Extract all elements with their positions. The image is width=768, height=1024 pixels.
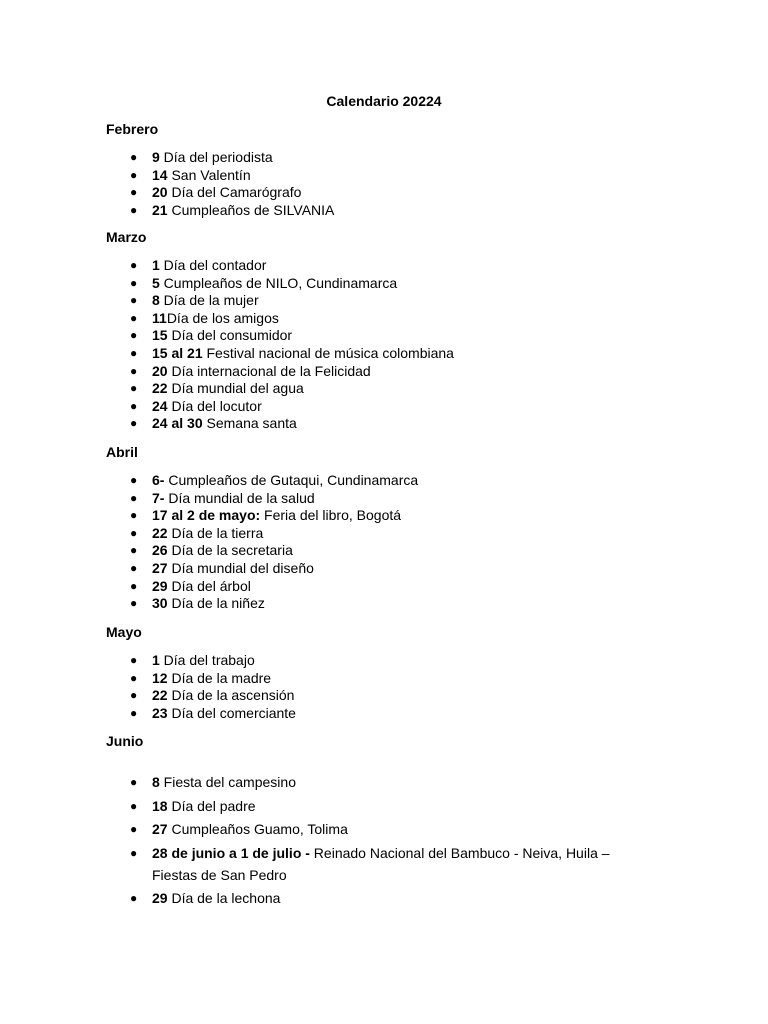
list-item bbox=[106, 705, 706, 723]
list-item bbox=[106, 167, 706, 185]
event-text: Día del contador bbox=[159, 257, 267, 273]
list-item bbox=[106, 275, 706, 293]
list-item bbox=[106, 842, 706, 886]
document-title: Calendario 20224 bbox=[326, 93, 442, 109]
bullet-icon: ● bbox=[130, 891, 138, 905]
event-day: 24 al 30 bbox=[152, 415, 203, 432]
list-item bbox=[106, 472, 706, 490]
bullet-icon: ● bbox=[130, 363, 138, 378]
bullet-icon: ● bbox=[130, 596, 138, 611]
list-item bbox=[106, 415, 706, 433]
event-text: Día del locutor bbox=[167, 397, 262, 414]
event-day: 8 bbox=[152, 292, 160, 309]
list-item bbox=[106, 652, 706, 670]
list-item bbox=[106, 292, 706, 310]
event-day: 28 de junio a 1 de julio - bbox=[152, 844, 310, 861]
event-text: Cumpleaños de NILO, Cundinamarca bbox=[159, 274, 398, 291]
event-day: 18 bbox=[152, 797, 168, 814]
event-text: Día mundial de la salud bbox=[164, 489, 315, 506]
event-day: 29 bbox=[152, 890, 168, 906]
month-heading: Febrero bbox=[106, 121, 159, 137]
list-item bbox=[106, 398, 706, 416]
event-day: 29 bbox=[152, 577, 168, 594]
bullet-icon: ● bbox=[130, 578, 138, 593]
event-day: 7- bbox=[152, 489, 165, 506]
month-heading: Mayo bbox=[106, 624, 142, 640]
event-list bbox=[106, 771, 706, 909]
list-item bbox=[106, 525, 706, 543]
list-item bbox=[106, 184, 706, 202]
event-text: Festival nacional de música colombiana bbox=[202, 344, 454, 361]
bullet-icon: ● bbox=[130, 150, 138, 164]
list-item bbox=[106, 687, 706, 705]
list-item bbox=[106, 560, 706, 578]
event-day: 17 al 2 de mayo: bbox=[152, 507, 261, 524]
list-item bbox=[106, 310, 706, 328]
bullet-icon: ● bbox=[130, 525, 138, 540]
month-heading: Marzo bbox=[106, 229, 147, 245]
bullet-icon: ● bbox=[130, 328, 138, 343]
event-text: Día de la lechona bbox=[167, 890, 281, 906]
event-day: 1 bbox=[152, 257, 160, 273]
list-item bbox=[106, 490, 706, 508]
event-day: 1 bbox=[152, 652, 160, 668]
section-marzo bbox=[106, 228, 706, 433]
list-item bbox=[106, 507, 706, 525]
event-day: 30 bbox=[152, 595, 168, 612]
event-day: 20 bbox=[152, 184, 168, 201]
event-text: Día mundial del diseño bbox=[167, 559, 314, 576]
bullet-icon: ● bbox=[130, 473, 138, 487]
list-item bbox=[106, 670, 706, 688]
bullet-icon: ● bbox=[130, 822, 138, 836]
list-item bbox=[106, 257, 706, 275]
event-day: 22 bbox=[152, 380, 168, 397]
event-text: Cumpleaños de Gutaqui, Cundinamarca bbox=[164, 472, 419, 488]
month-heading: Junio bbox=[106, 733, 144, 749]
bullet-icon: ● bbox=[130, 490, 138, 505]
list-item bbox=[106, 771, 706, 793]
event-text: Día de la ascensión bbox=[167, 687, 295, 704]
bullet-icon: ● bbox=[130, 310, 138, 325]
event-text: Día de los amigos bbox=[166, 309, 279, 326]
event-text: Reinado Nacional del Bambuco - Neiva, Huila – Fiestas de San Pedro bbox=[152, 844, 610, 883]
event-day: 15 al 21 bbox=[152, 344, 203, 361]
list-item bbox=[106, 380, 706, 398]
month-heading: Abril bbox=[106, 444, 138, 460]
event-day: 15 bbox=[152, 327, 168, 344]
event-text: Día de la tierra bbox=[167, 524, 264, 541]
event-text: Día del comerciante bbox=[167, 704, 296, 721]
event-text: Día del consumidor bbox=[167, 327, 293, 344]
event-day: 11 bbox=[152, 309, 167, 326]
event-text: San Valentín bbox=[167, 166, 251, 183]
list-item bbox=[106, 345, 706, 363]
event-list bbox=[106, 149, 706, 219]
event-text: Día del padre bbox=[167, 797, 256, 814]
event-day: 21 bbox=[152, 201, 168, 218]
section-junio bbox=[106, 732, 706, 911]
event-day: 6- bbox=[152, 472, 165, 488]
event-day: 5 bbox=[152, 274, 160, 291]
event-text: Día de la secretaria bbox=[167, 542, 293, 559]
section-mayo bbox=[106, 623, 706, 722]
bullet-icon: ● bbox=[130, 293, 138, 308]
event-text: Cumpleaños Guamo, Tolima bbox=[167, 821, 348, 837]
bullet-icon: ● bbox=[130, 560, 138, 575]
event-day: 26 bbox=[152, 542, 168, 559]
event-day: 23 bbox=[152, 704, 168, 721]
event-text: Día del trabajo bbox=[159, 652, 255, 668]
bullet-icon: ● bbox=[130, 167, 138, 182]
event-text: Día del árbol bbox=[167, 577, 251, 594]
event-list bbox=[106, 652, 706, 722]
bullet-icon: ● bbox=[130, 670, 138, 685]
event-day: 27 bbox=[152, 559, 168, 576]
bullet-icon: ● bbox=[130, 345, 138, 360]
bullet-icon: ● bbox=[130, 543, 138, 558]
list-item bbox=[106, 363, 706, 381]
event-day: 22 bbox=[152, 524, 168, 541]
event-text: Cumpleaños de SILVANIA bbox=[167, 201, 335, 218]
bullet-icon: ● bbox=[130, 258, 138, 272]
list-item bbox=[106, 578, 706, 596]
event-list bbox=[106, 472, 706, 613]
event-day: 24 bbox=[152, 397, 168, 414]
event-day: 8 bbox=[152, 774, 160, 790]
list-item bbox=[106, 327, 706, 345]
event-text: Día de la madre bbox=[167, 669, 272, 686]
event-text: Feria del libro, Bogotá bbox=[260, 507, 402, 524]
bullet-icon: ● bbox=[130, 775, 138, 789]
bullet-icon: ● bbox=[130, 705, 138, 720]
event-text: Día de la mujer bbox=[159, 292, 259, 309]
list-item bbox=[106, 887, 706, 909]
list-item bbox=[106, 595, 706, 613]
bullet-icon: ● bbox=[130, 416, 138, 431]
event-day: 14 bbox=[152, 166, 168, 183]
list-item bbox=[106, 795, 706, 817]
event-day: 12 bbox=[152, 669, 168, 686]
event-text: Día del Camarógrafo bbox=[167, 184, 302, 201]
bullet-icon: ● bbox=[130, 381, 138, 396]
event-day: 9 bbox=[152, 149, 160, 165]
bullet-icon: ● bbox=[130, 688, 138, 703]
bullet-icon: ● bbox=[130, 185, 138, 200]
list-item bbox=[106, 202, 706, 220]
section-abril bbox=[106, 443, 706, 613]
event-day: 27 bbox=[152, 821, 168, 837]
bullet-icon: ● bbox=[130, 653, 138, 667]
event-text: Fiesta del campesino bbox=[159, 774, 296, 790]
list-item bbox=[106, 818, 706, 840]
list-item bbox=[106, 149, 706, 167]
event-text: Día mundial del agua bbox=[167, 380, 304, 397]
event-text: Semana santa bbox=[202, 415, 297, 432]
event-text: Día de la niñez bbox=[167, 595, 265, 612]
event-list bbox=[106, 257, 706, 433]
bullet-icon: ● bbox=[130, 845, 138, 860]
bullet-icon: ● bbox=[130, 202, 138, 217]
bullet-icon: ● bbox=[130, 798, 138, 813]
event-day: 22 bbox=[152, 687, 168, 704]
event-text: Día del periodista bbox=[159, 149, 273, 165]
event-day: 20 bbox=[152, 362, 168, 379]
list-item bbox=[106, 542, 706, 560]
section-febrero bbox=[106, 120, 706, 219]
bullet-icon: ● bbox=[130, 508, 138, 523]
bullet-icon: ● bbox=[130, 398, 138, 413]
bullet-icon: ● bbox=[130, 275, 138, 290]
event-text: Día internacional de la Felicidad bbox=[167, 362, 371, 379]
